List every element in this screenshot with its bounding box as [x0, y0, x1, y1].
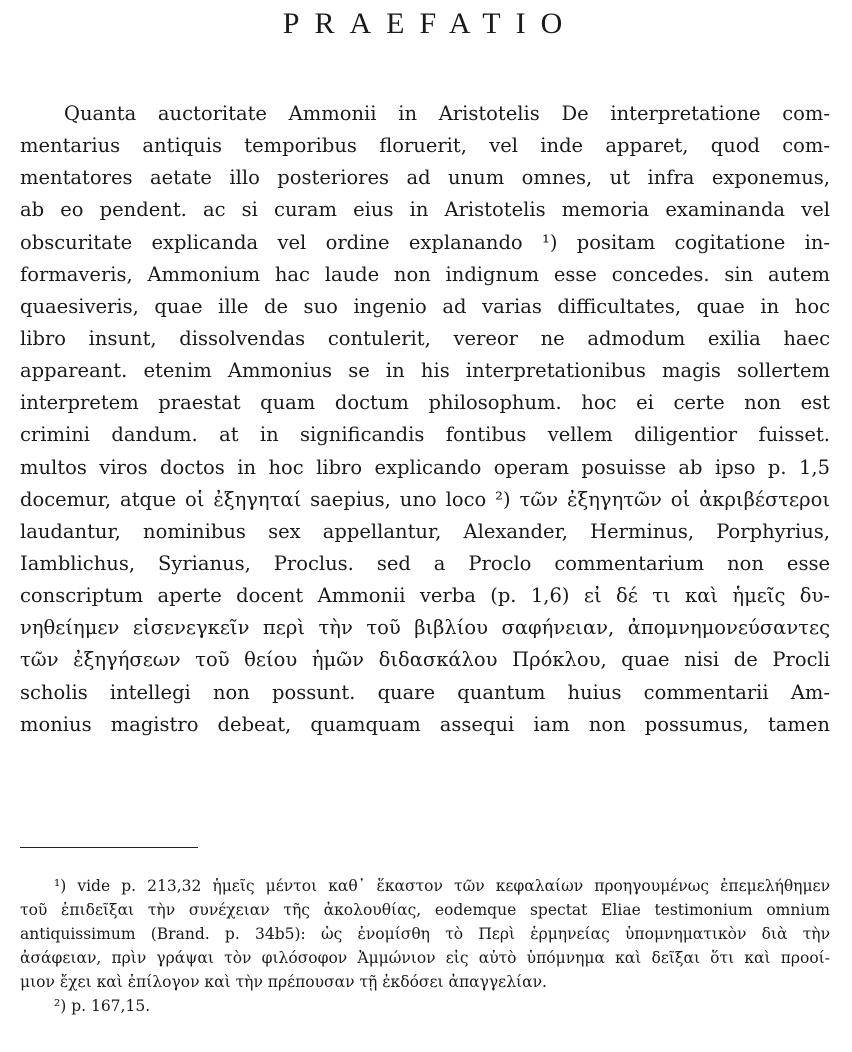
- footnote-separator: [20, 847, 198, 848]
- footnotes: [20, 874, 830, 1019]
- footnote-1-line: ἀσάφειαν, πρὶν γράψαι τὸν φιλόσοφον Ἀμμώνιον εἰς αὐτὸ ὑπόμνημα καὶ δεῖξαι ὅτι καὶ προοί-: [20, 949, 830, 968]
- body-line: interpretem praestat quam doctum philosophum. hoc ei certe non est: [20, 391, 830, 415]
- footnote-1-line: τοῦ ἐπιδεῖξαι τὴν συνέχειαν τῆς ἀκολουθίας, eodemque spectat Eliae testimonium omnium: [20, 901, 830, 920]
- body-line: docemur, atque οἱ ἐξηγηταί saepius, uno loco ²) τῶν ἐξηγητῶν οἱ ἀκριβέστεροι: [20, 487, 830, 511]
- footnote-1-line: antiquissimum (Brand. p. 34b5): ὡς ἐνομίσθη τὸ Περὶ ἑρμηνείας ὑπομνηματικὸν διὰ τὴν: [20, 925, 830, 944]
- body-line: ab eo pendent. ac si curam eius in Aristotelis memoria examinanda vel: [20, 198, 830, 222]
- body-line: appareant. etenim Ammonius se in his interpretationibus magis sollertem: [20, 359, 830, 383]
- footnote-1-line: μιον ἔχει καὶ ἐπίλογον καὶ τὴν πρέπουσαν τῇ ἐκδόσει ἀπαγγελίαν.: [20, 973, 547, 992]
- footnote-1-line: ¹) vide p. 213,32 ἡμεῖς μέντοι καθ᾽ ἕκαστον τῶν κεφαλαίων προηγουμένως ἐπεμελήθημεν: [54, 877, 830, 895]
- body-line: libro insunt, dissolvendas contulerit, vereor ne admodum exilia haec: [20, 326, 830, 350]
- body-line: Iamblichus, Syrianus, Proclus. sed a Proclo commentarium non esse: [20, 551, 830, 575]
- body-line: conscriptum aperte docent Ammonii verba (p. 1,6) εἰ δέ τι καὶ ἡμεῖς δυ-: [20, 584, 830, 608]
- body-line: mentarius antiquis temporibus floruerit, vel inde apparet, quod com-: [20, 134, 830, 158]
- body-line: νηθείημεν εἰσενεγκεῖν περὶ τὴν τοῦ βιβλίου σαφήνειαν, ἀπομνημονεύσαντες: [20, 616, 830, 640]
- body-line: laudantur, nominibus sex appellantur, Alexander, Herminus, Porphyrius,: [20, 519, 830, 543]
- footnote-2-line: ²) p. 167,15.: [54, 997, 151, 1016]
- page-title: PRAEFATIO: [282, 7, 578, 40]
- body-line: crimini dandum. at in significandis fontibus vellem diligentior fuisset.: [20, 423, 830, 447]
- body-line: obscuritate explicanda vel ordine explanando ¹) positam cogitatione in-: [20, 230, 830, 254]
- body-line: scholis intellegi non possunt. quare quantum huius commentarii Am-: [20, 680, 830, 704]
- body-line: formaveris, Ammonium hac laude non indignum esse concedes. sin autem: [20, 262, 830, 286]
- body-line: τῶν ἐξηγήσεων τοῦ θείου ἡμῶν διδασκάλου Πρόκλου, quae nisi de Procli: [20, 648, 830, 672]
- body-line: multos viros doctos in hoc libro explicando operam posuisse ab ipso p. 1,5: [20, 455, 830, 479]
- body-line: Quanta auctoritate Ammonii in Aristotelis De interpretatione com-: [64, 102, 830, 125]
- body-line: quaesiveris, quae ille de suo ingenio ad varias difficultates, quae in hoc: [20, 294, 830, 318]
- body-text: [20, 98, 830, 741]
- body-line: monius magistro debeat, quamquam assequi iam non possumus, tamen: [20, 712, 830, 736]
- body-line: mentatores aetate illo posteriores ad unum omnes, ut infra exponemus,: [20, 166, 830, 190]
